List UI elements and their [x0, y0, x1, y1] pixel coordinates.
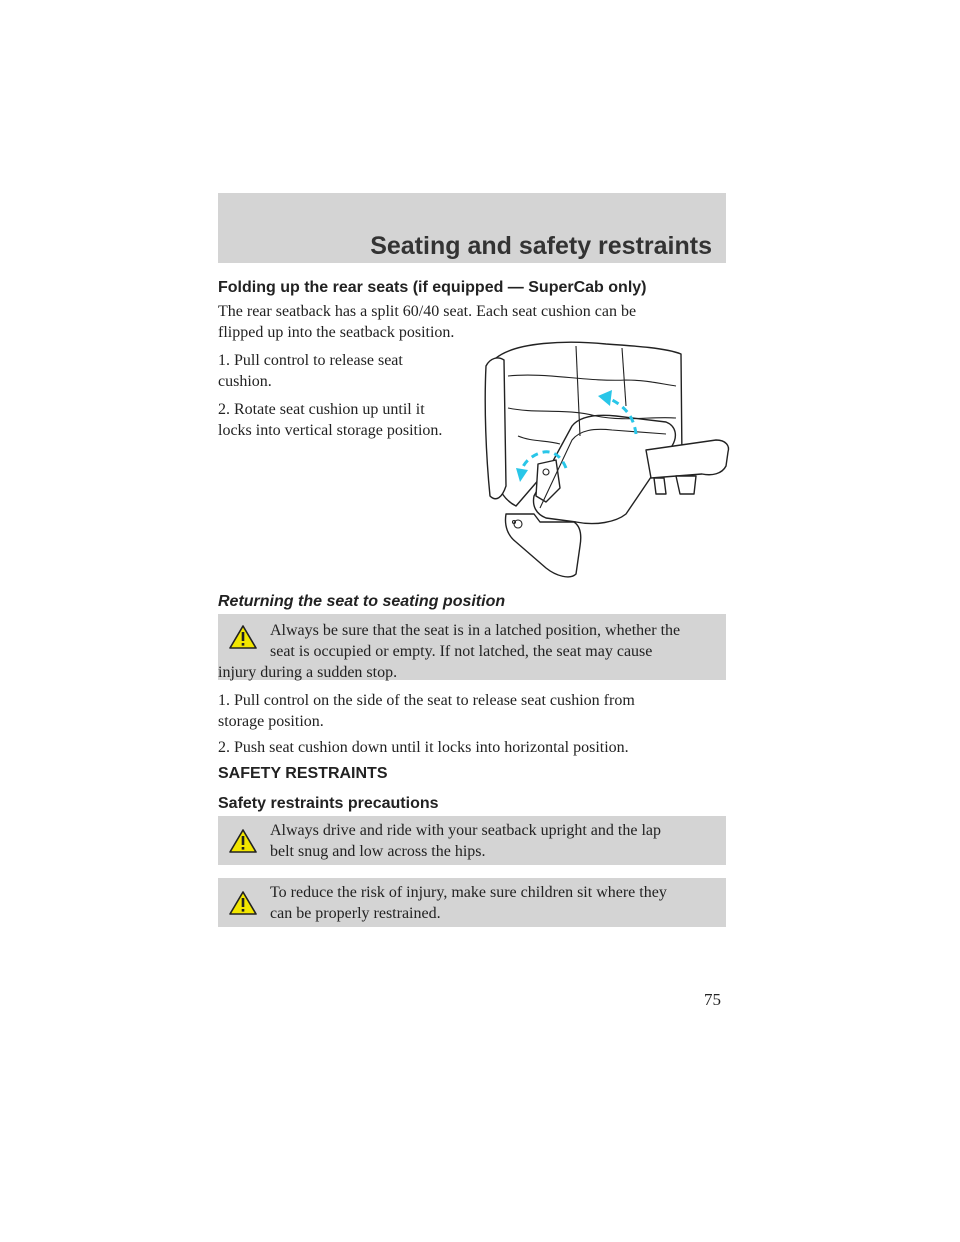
heading-returning-seat: Returning the seat to seating position	[218, 593, 506, 610]
warning-triangle-icon	[228, 828, 258, 854]
warning-latched-line-2: seat is occupied or empty. If not latched, the seat may cause	[270, 643, 653, 660]
section-title: Seating and safety restraints	[370, 232, 712, 260]
fold-step-2-line-1: 2. Rotate seat cushion up until it	[218, 401, 425, 418]
warning-upright-line-2: belt snug and low across the hips.	[270, 843, 486, 860]
subheading-precautions: Safety restraints precautions	[218, 795, 439, 812]
heading-safety-restraints: SAFETY RESTRAINTS	[218, 765, 388, 782]
warning-box-seatback-upright	[218, 816, 726, 865]
warning-triangle-icon	[228, 624, 258, 650]
warning-children-line-2: can be properly restrained.	[270, 905, 441, 922]
return-step-1-line-2: storage position.	[218, 713, 324, 730]
intro-line-1: The rear seatback has a split 60/40 seat. Each seat cushion can be	[218, 303, 637, 320]
heading-folding-up: Folding up the rear seats (if equipped — SuperCab only)	[218, 279, 647, 296]
warning-box-children	[218, 878, 726, 927]
fold-step-1-line-2: cushion.	[218, 373, 272, 390]
warning-children-line-1: To reduce the risk of injury, make sure children sit where they	[270, 884, 667, 901]
return-step-2: 2. Push seat cushion down until it locks into horizontal position.	[218, 739, 629, 756]
section-header-band	[218, 193, 726, 263]
warning-latched-line-1: Always be sure that the seat is in a latched position, whether the	[270, 622, 681, 639]
warning-upright-line-1: Always drive and ride with your seatback upright and the lap	[270, 822, 661, 839]
page-number: 75	[704, 990, 721, 1009]
rear-seat-illustration	[476, 336, 732, 584]
fold-step-2-line-2: locks into vertical storage position.	[218, 422, 443, 439]
warning-box-latched-seat	[218, 614, 726, 680]
return-step-1-line-1: 1. Pull control on the side of the seat to release seat cushion from	[218, 692, 635, 709]
warning-triangle-icon	[228, 890, 258, 916]
fold-step-1-line-1: 1. Pull control to release seat	[218, 352, 403, 369]
intro-line-2: flipped up into the seatback position.	[218, 324, 455, 341]
warning-latched-line-3: injury during a sudden stop.	[218, 664, 398, 681]
